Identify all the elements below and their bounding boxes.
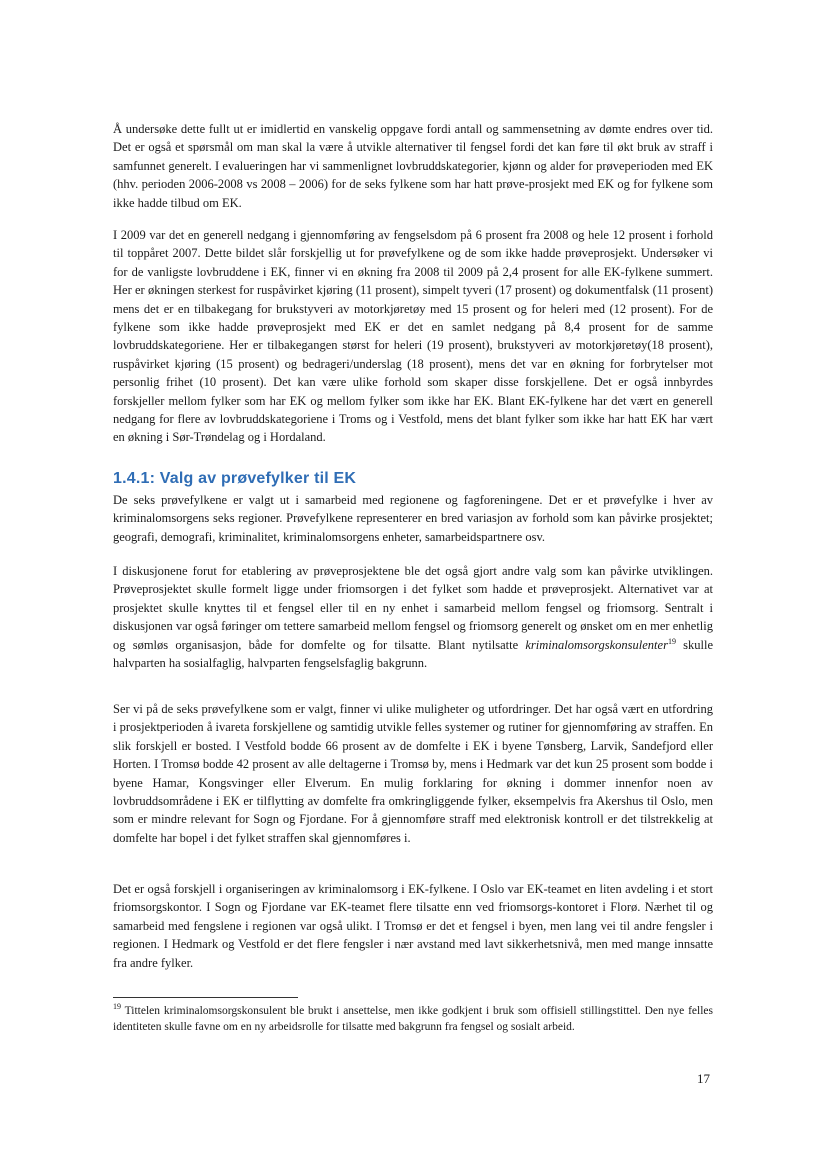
paragraph-2: I 2009 var det en generell nedgang i gjennomføring av fengselsdom på 6 prosent fra 2008 og hele 12 prosent i forhold til toppåret 2007. Dette bildet slår forskjellig ut for prøvefylkene og de som ikke hadde prøveprosjekt. Undersøker vi for de vanligste lovbruddene i EK, finner vi en økning fra 2008 til 2009 på 2,4 prosent for alle EK-fylkene summert. Her er økningen sterkest for ruspåvirket kjøring (11 prosent), simpelt tyveri (17 prosent) og dokumentfalsk (11 prosent) mens det er en tilbakegang for brukstyveri av motorkjøretøy med 15 prosent og for heleri med (12 prosent). For de fylkene som ikke hadde prøveprosjekt med EK er det en samlet nedgang på 8,4 prosent for de samme lovbruddskategoriene. Her er tilbakegangen størst for heleri (19 prosent), brukstyveri av motorkjøretøy(18 prosent), ruspåvirket kjøring (15 prosent) og bedrageri/underslag (18 prosent), mens det var en økning for forbrytelser mot personlig frihet (10 prosent). Det kan være ulike forhold som skaper disse forskjellene. Det er også innbyrdes forskjeller mellom fylker som har EK og mellom fylker som ikke har EK. Blant EK-fylkene har det vært en generell nedgang for flere av lovbruddskategoriene i Troms og i Vestfold, mens det blant fylker som ikke har hatt EK har vært en økning i Sør-Trøndelag og i Hordaland.	[113, 228, 713, 445]
paragraph-3: De seks prøvefylkene er valgt ut i samarbeid med regionene og fagforeningene. Det er et prøvefylke i hver av kriminalomsorgens seks regioner. Prøvefylkene representerer en bred variasjon av forhold som kan påvirke prosjektet; geografi, demografi, kriminalitet, kriminalomsorgens enheter, samarbeidspartnere osv.	[113, 493, 713, 544]
italic-term: kriminalomsorgskonsulenter	[525, 637, 668, 652]
paragraph-5: Ser vi på de seks prøvefylkene som er valgt, finner vi ulike muligheter og utfordringer. Det har også vært en utfordring i prosjektperioden å ivareta forskjellene og samtidig utvikle felles systemer og rutiner for gjennomføring av straffen. En slik forskjell er bosted. I Vestfold bodde 66 prosent av de domfelte i EK i byene Tønsberg, Larvik, Sandefjord eller Horten. I Tromsø bodde 42 prosent av alle deltagerne i Tromsø by, mens i Hedmark var det kun 25 prosent som bodde i byene Hamar, Kongsvinger eller Elverum. En mulig forklaring for økning i dommer innenfor noen av lovbruddsområdene i EK er tilflytting av domfelte fra omkringliggende fylker, eksempelvis fra Akershus til Oslo, men som er mindre relevant for Sogn og Fjordane. For å gjennomføre straff med elektronisk kontroll er det tilstrekkelig at domfelte har bopel i det fylket straffen skal gjennomføres i.	[113, 702, 713, 845]
page-number: 17	[697, 1071, 710, 1086]
paragraph-6: Det er også forskjell i organiseringen av kriminalomsorg i EK-fylkene. I Oslo var EK-teamet en liten avdeling i et stort friomsorgskontor. I Sogn og Fjordane var EK-teamet flere tilsatte enn ved friomsorgs-kontoret i Florø. Nærhet til og samarbeid med fengslene i regionen var også ulikt. I Tromsø er det et fengsel i byen, men lang vei til andre fengsler i regionen. I Hedmark og Vestfold er det flere fengsler i nær avstand med lavt sikkerhetsnivå, men med mange innsatte fra andre fylker.	[113, 882, 713, 970]
paragraph-1: Å undersøke dette fullt ut er imidlertid en vanskelig oppgave fordi antall og sammensetning av dømte endres over tid. Det er også et spørsmål om man skal la være å utvikle alternativer til fengsel fordi det kan føre til økt bruk av straff i samfunnet generelt. I evalueringen har vi sammenlignet lovbruddskategorier, kjønn og alder for prøveperioden med EK (hhv. perioden 2006-2008 vs 2008 – 2006) for de seks fylkene som har hatt prøve-prosjekt med EK og for fylkene som ikke hadde tilbud om EK.	[113, 122, 713, 210]
footnote-reference: 19	[667, 636, 676, 646]
footnote-divider	[113, 997, 298, 998]
section-heading: 1.4.1: Valg av prøvefylker til EK	[113, 470, 357, 487]
paragraph-4	[113, 562, 713, 672]
footnote-text: Tittelen kriminalomsorgskonsulent ble brukt i ansettelse, men ikke godkjent i bruk som offisiell stillingstittel. Den nye felles identiteten skulle favne om en ny arbeidsrolle for tilsatte med bakgrunn fra fengsel og sosialt arbeid.	[113, 1005, 713, 1033]
footnote	[113, 1004, 713, 1035]
footnote-number: 19	[113, 1002, 121, 1012]
paragraph-4-text-after: skulle halvparten ha sosialfaglig, halvparten fengselsfaglig bakgrunn.	[113, 637, 714, 671]
paragraph-4-text-before: I diskusjonene forut for etablering av prøveprosjektene ble det også gjort andre valg som kan påvirke utviklingen. Prøveprosjektet skulle formelt ligge under friomsorgen i det fylket som hadde et prøveprosjekt. Alternativet var at prosjektet skulle knyttes til et fengsel eller til en ny enhet i samarbeid mellom fengsel og friomsorg. Sentralt i diskusjonen var også føringer om tettere samarbeid mellom fengsel og friomsorg generelt og ønsket om en mer enhetlig og sømløs organisasjon, både for domfelte og for tilsatte. Blant nytilsatte	[113, 564, 713, 652]
